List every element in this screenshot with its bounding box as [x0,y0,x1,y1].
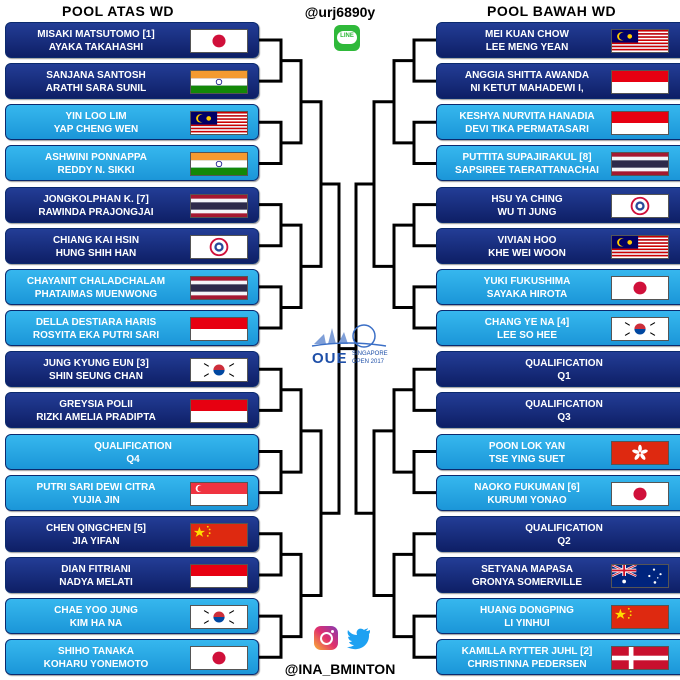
player-two-name: PHATAIMAS MUENWONG [34,288,158,300]
pair-names [8,27,184,55]
player-one-name: CHIANG KAI HSIN [52,234,140,246]
pair-names [8,192,184,220]
china-flag-icon [190,523,248,547]
left-pool-entry [5,557,259,593]
pair-names [443,439,611,467]
left-pool-entry [5,22,259,58]
player-one-name: YUKI FUKUSHIMA [483,275,571,287]
right-pool-entry [436,145,680,181]
pair-names [8,562,184,590]
pair-names [443,233,611,261]
pair-names [8,521,184,549]
player-one-name: HUANG DONGPING [480,605,574,617]
player-one-name: CHAYANIT CHALADCHALAM [26,275,166,287]
indonesia-flag-icon [190,564,248,588]
player-one-name: PUTTITA SUPAJIRAKUL [8] [462,152,592,164]
player-one-name: CHANG YE NA [4] [484,317,570,329]
player-two-name: RAWINDA PRAJONGJAI [38,206,154,218]
hongkong-flag-icon [611,441,669,465]
japan-flag-icon [611,482,669,506]
player-two-name: RIZKI AMELIA PRADIPTA [36,412,156,424]
left-pool-entry [5,228,259,264]
player-one-name: CHAE YOO JUNG [54,605,138,617]
player-two-name: SHIN SEUNG CHAN [49,371,143,383]
korea-flag-icon [190,358,248,382]
left-pool-entry [5,63,259,99]
india-flag-icon [190,152,248,176]
player-two-name: HUNG SHIH HAN [55,247,137,259]
player-one-name: KAMILLA RYTTER JUHL [2] [461,646,593,658]
player-one-name: JONGKOLPHAN K. [7] [43,193,149,205]
pair-names [443,192,611,220]
player-one-name: KESHYA NURVITA HANADIA [459,111,595,123]
pair-names [443,315,611,343]
player-two-name: Q2 [557,535,571,547]
indonesia-flag-icon [190,317,248,341]
pair-names [8,480,184,508]
right-pool-entry [436,63,680,99]
player-two-name: YAP CHENG WEN [53,124,139,136]
thailand-flag-icon [190,194,248,218]
line-icon-label: LINE [340,33,354,39]
pair-names [443,562,611,590]
pair-names [443,397,680,425]
japan-flag-icon [611,276,669,300]
left-pool-entry [5,598,259,634]
australia-flag-icon [611,564,669,588]
right-pool-entry [436,516,680,552]
pair-names [8,603,184,631]
tpe-flag-icon [190,235,248,259]
right-pool-entry [436,475,680,511]
right-pool-entry [436,104,680,140]
player-two-name: KHE WEI WOON [488,247,566,259]
pair-names [8,150,184,178]
left-pool-entry [5,475,259,511]
logo-event-line2: OPEN 2017 [352,359,385,365]
right-pool-entry [436,434,680,470]
left-pool-entry [5,434,259,470]
left-pool-entry [5,187,259,223]
left-pool-title: POOL ATAS WD [62,3,175,19]
pair-names [443,603,611,631]
player-one-name: DELLA DESTIARA HARIS [35,317,157,329]
player-two-name: TSE YING SUET [489,453,565,465]
player-two-name: SAYAKA HIROTA [486,288,568,300]
right-pool-entry [436,557,680,593]
tpe-flag-icon [611,194,669,218]
player-two-name: KOHARU YONEMOTO [43,659,149,671]
player-one-name: ASHWINI PONNAPPA [44,152,148,164]
pair-names [8,109,184,137]
player-two-name: LEE MENG YEAN [485,42,569,53]
left-pool-entry [5,104,259,140]
player-one-name: GREYSIA POLII [59,399,133,411]
right-pool-entry [436,269,680,305]
left-pool-entry [5,516,259,552]
right-pool-entry [436,22,680,58]
pair-names [8,274,184,302]
right-pool-entry [436,310,680,346]
indonesia-flag-icon [190,399,248,423]
player-two-name: REDDY N. SIKKI [57,165,135,177]
player-one-name: JUNG KYUNG EUN [3] [43,358,149,370]
player-one-name: NAOKO FUKUMAN [6] [474,481,580,493]
logo-event-line1: SINGAPORE [352,351,388,357]
player-one-name: PUTRI SARI DEWI CITRA [36,481,156,493]
player-one-name: SANJANA SANTOSH [46,70,146,82]
bottom-handle: @INA_BMINTON [284,661,396,677]
pair-names [8,397,184,425]
pair-names [443,150,611,178]
player-two-name: ROSYITA EKA PUTRI SARI [32,330,160,342]
player-one-name: SETYANA MAPASA [481,563,573,575]
indonesia-flag-icon [611,111,669,135]
pair-names [443,480,611,508]
left-pool-entry [5,392,259,428]
player-one-name: VIVIAN HOO [497,234,557,246]
pair-names [8,315,184,343]
player-two-name: WU TI JUNG [497,206,557,218]
japan-flag-icon [190,29,248,53]
pair-names [8,233,184,261]
pair-names [443,109,611,137]
korea-flag-icon [190,605,248,629]
player-two-name: JIA YIFAN [72,535,120,547]
right-pool-entry [436,187,680,223]
player-two-name: Q4 [126,453,140,465]
player-two-name: KURUMI YONAO [487,494,567,506]
player-two-name: Q1 [557,371,571,383]
event-logo [308,320,390,376]
player-one-name: HSU YA CHING [491,193,563,205]
pair-names [8,68,184,96]
player-one-name: QUALIFICATION [525,522,603,534]
player-one-name: DIAN FITRIANI [61,563,131,575]
player-one-name: YIN LOO LIM [65,111,127,123]
pair-names [443,274,611,302]
right-pool-title: POOL BAWAH WD [487,3,617,19]
left-pool-entry [5,310,259,346]
player-two-name: CHRISTINNA PEDERSEN [467,659,587,671]
player-one-name: MEI KUAN CHOW [485,29,569,40]
player-two-name: KIM HA NA [69,618,123,630]
twitter-icon [346,626,372,650]
player-two-name: YUJIA JIN [72,494,120,506]
pair-names [443,27,611,55]
right-pool-entry [436,351,680,387]
india-flag-icon [190,70,248,94]
right-pool-entry [436,228,680,264]
player-two-name: AYAKA TAKAHASHI [48,42,144,53]
player-one-name: QUALIFICATION [525,358,603,370]
left-pool-entry [5,269,259,305]
player-two-name: NADYA MELATI [59,576,133,588]
player-one-name: MISAKI MATSUTOMO [1] [37,29,155,40]
top-handle: @urj6890y [304,4,376,20]
pair-names [443,356,680,384]
thailand-flag-icon [190,276,248,300]
indonesia-flag-icon [611,70,669,94]
malaysia-flag-icon [611,29,669,53]
skyline-icon [308,320,390,376]
player-one-name: SHIHO TANAKA [58,646,134,658]
player-two-name: LI YINHUI [504,618,550,630]
korea-flag-icon [611,317,669,341]
right-pool-entry [436,598,680,634]
player-one-name: QUALIFICATION [525,399,603,411]
player-two-name: NI KETUT MAHADEWI I, [470,83,584,95]
player-two-name: Q3 [557,412,571,424]
right-pool-entry [436,392,680,428]
player-one-name: POON LOK YAN [488,440,566,452]
pair-names [443,68,611,96]
pair-names [443,521,680,549]
player-two-name: ARATHI SARA SUNIL [45,83,147,95]
singapore-flag-icon [190,482,248,506]
player-two-name: LEE SO HEE [496,330,557,342]
left-pool-entry [5,351,259,387]
player-two-name: SAPSIREE TAERATTANACHAI [455,165,599,177]
malaysia-flag-icon [611,235,669,259]
player-one-name: QUALIFICATION [94,440,172,452]
malaysia-flag-icon [190,111,248,135]
pair-names [12,439,254,467]
player-two-name: DEVI TIKA PERMATASARI [465,124,589,136]
player-one-name: CHEN QINGCHEN [5] [45,522,146,534]
pair-names [8,356,184,384]
player-two-name: GRONYA SOMERVILLE [471,576,583,588]
left-pool-entry [5,145,259,181]
instagram-icon [314,626,338,650]
logo-brand: OUE [312,350,348,367]
thailand-flag-icon [611,152,669,176]
china-flag-icon [611,605,669,629]
player-one-name: ANGGIA SHITTA AWANDA [464,70,590,82]
